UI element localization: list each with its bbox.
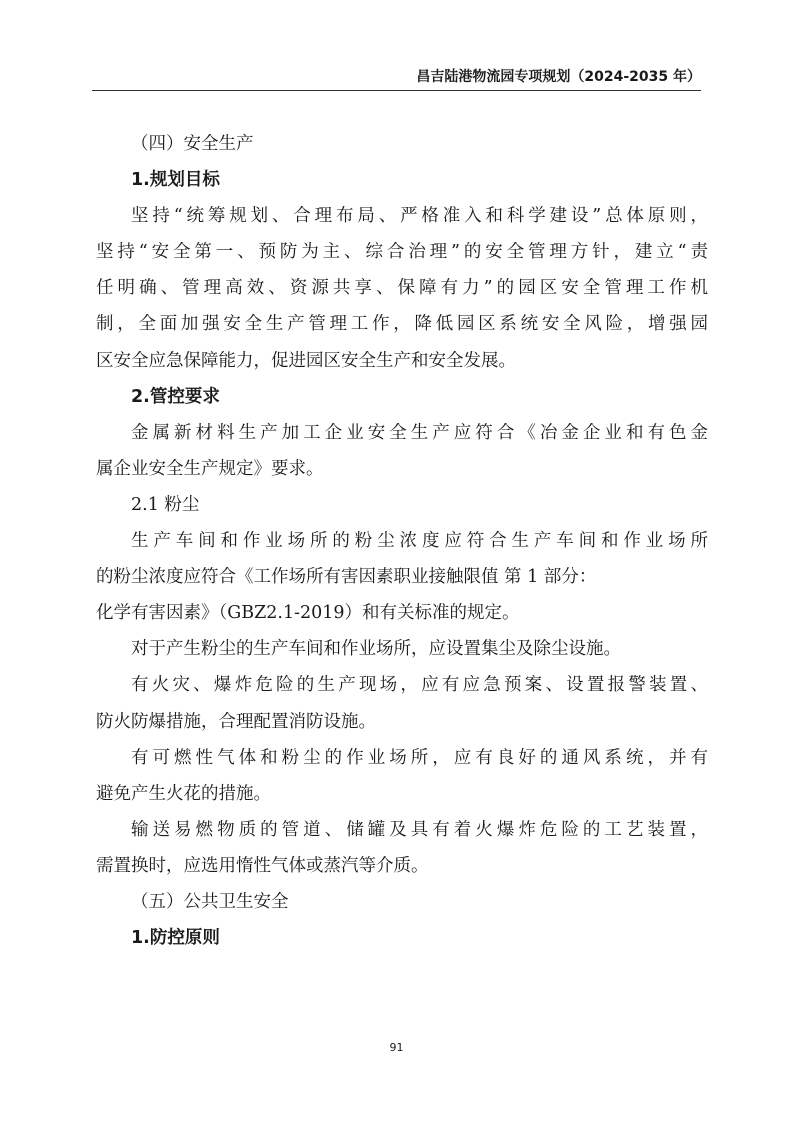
subheading-planning-goals: 1.规划目标 [131, 170, 220, 191]
paragraph-line: 对于产生粉尘的生产车间和作业场所，应设置集尘及除尘设施。 [131, 639, 621, 660]
paragraph-line: 制，全面加强安全生产管理工作，降低园区系统安全风险，增强园 [96, 314, 708, 335]
paragraph-line: 需置换时，应选用惰性气体或蒸汽等介质。 [96, 855, 429, 876]
paragraph-line: 化学有害因素》（GBZ2.1-2019）和有关标准的规定。 [96, 603, 520, 624]
paragraph-line: 的粉尘浓度应符合《工作场所有害因素职业接触限值 第 1 部分： [96, 567, 597, 588]
document-body [96, 126, 708, 956]
paragraph-line: 有火灾、爆炸危险的生产现场，应有应急预案、设置报警装置、 [131, 675, 708, 696]
paragraph-line: 区安全应急保障能力，促进园区安全生产和安全发展。 [96, 350, 516, 371]
subsection-heading-dust: 2.1 粉尘 [131, 494, 200, 515]
paragraph-line: 金属新材料生产加工企业安全生产应符合《冶金企业和有色金 [131, 422, 708, 443]
paragraph-line: 防火防爆措施，合理配置消防设施。 [96, 711, 376, 732]
subheading-control-requirements: 2.管控要求 [131, 386, 220, 407]
paragraph-line: 有可燃性气体和粉尘的作业场所，应有良好的通风系统，并有 [131, 747, 708, 768]
paragraph-line: 输送易燃物质的管道、储罐及具有着火爆炸危险的工艺装置， [131, 819, 708, 840]
paragraph-line: 生产车间和作业场所的粉尘浓度应符合生产车间和作业场所 [131, 531, 708, 552]
paragraph-line: 任明确、管理高效、资源共享、保障有力”的园区安全管理工作机 [96, 278, 708, 299]
section-heading-public-health: （五）公共卫生安全 [131, 891, 289, 912]
paragraph-line: 坚持“安全第一、预防为主、综合治理”的安全管理方针，建立“责 [96, 242, 708, 263]
page-number: 91 [389, 1041, 404, 1054]
paragraph-line: 属企业安全生产规定》要求。 [96, 458, 324, 479]
subheading-prevention-principles: 1.防控原则 [131, 928, 220, 949]
paragraph-line: 避免产生火花的措施。 [96, 783, 271, 804]
running-header-title: 昌吉陆港物流园专项规划（2024-2035 年） [416, 69, 701, 85]
paragraph-line: 坚持“统筹规划、合理布局、严格准入和科学建设”总体原则， [131, 206, 708, 227]
header-divider [92, 90, 701, 91]
section-heading-safety-production: （四）安全生产 [131, 134, 254, 154]
